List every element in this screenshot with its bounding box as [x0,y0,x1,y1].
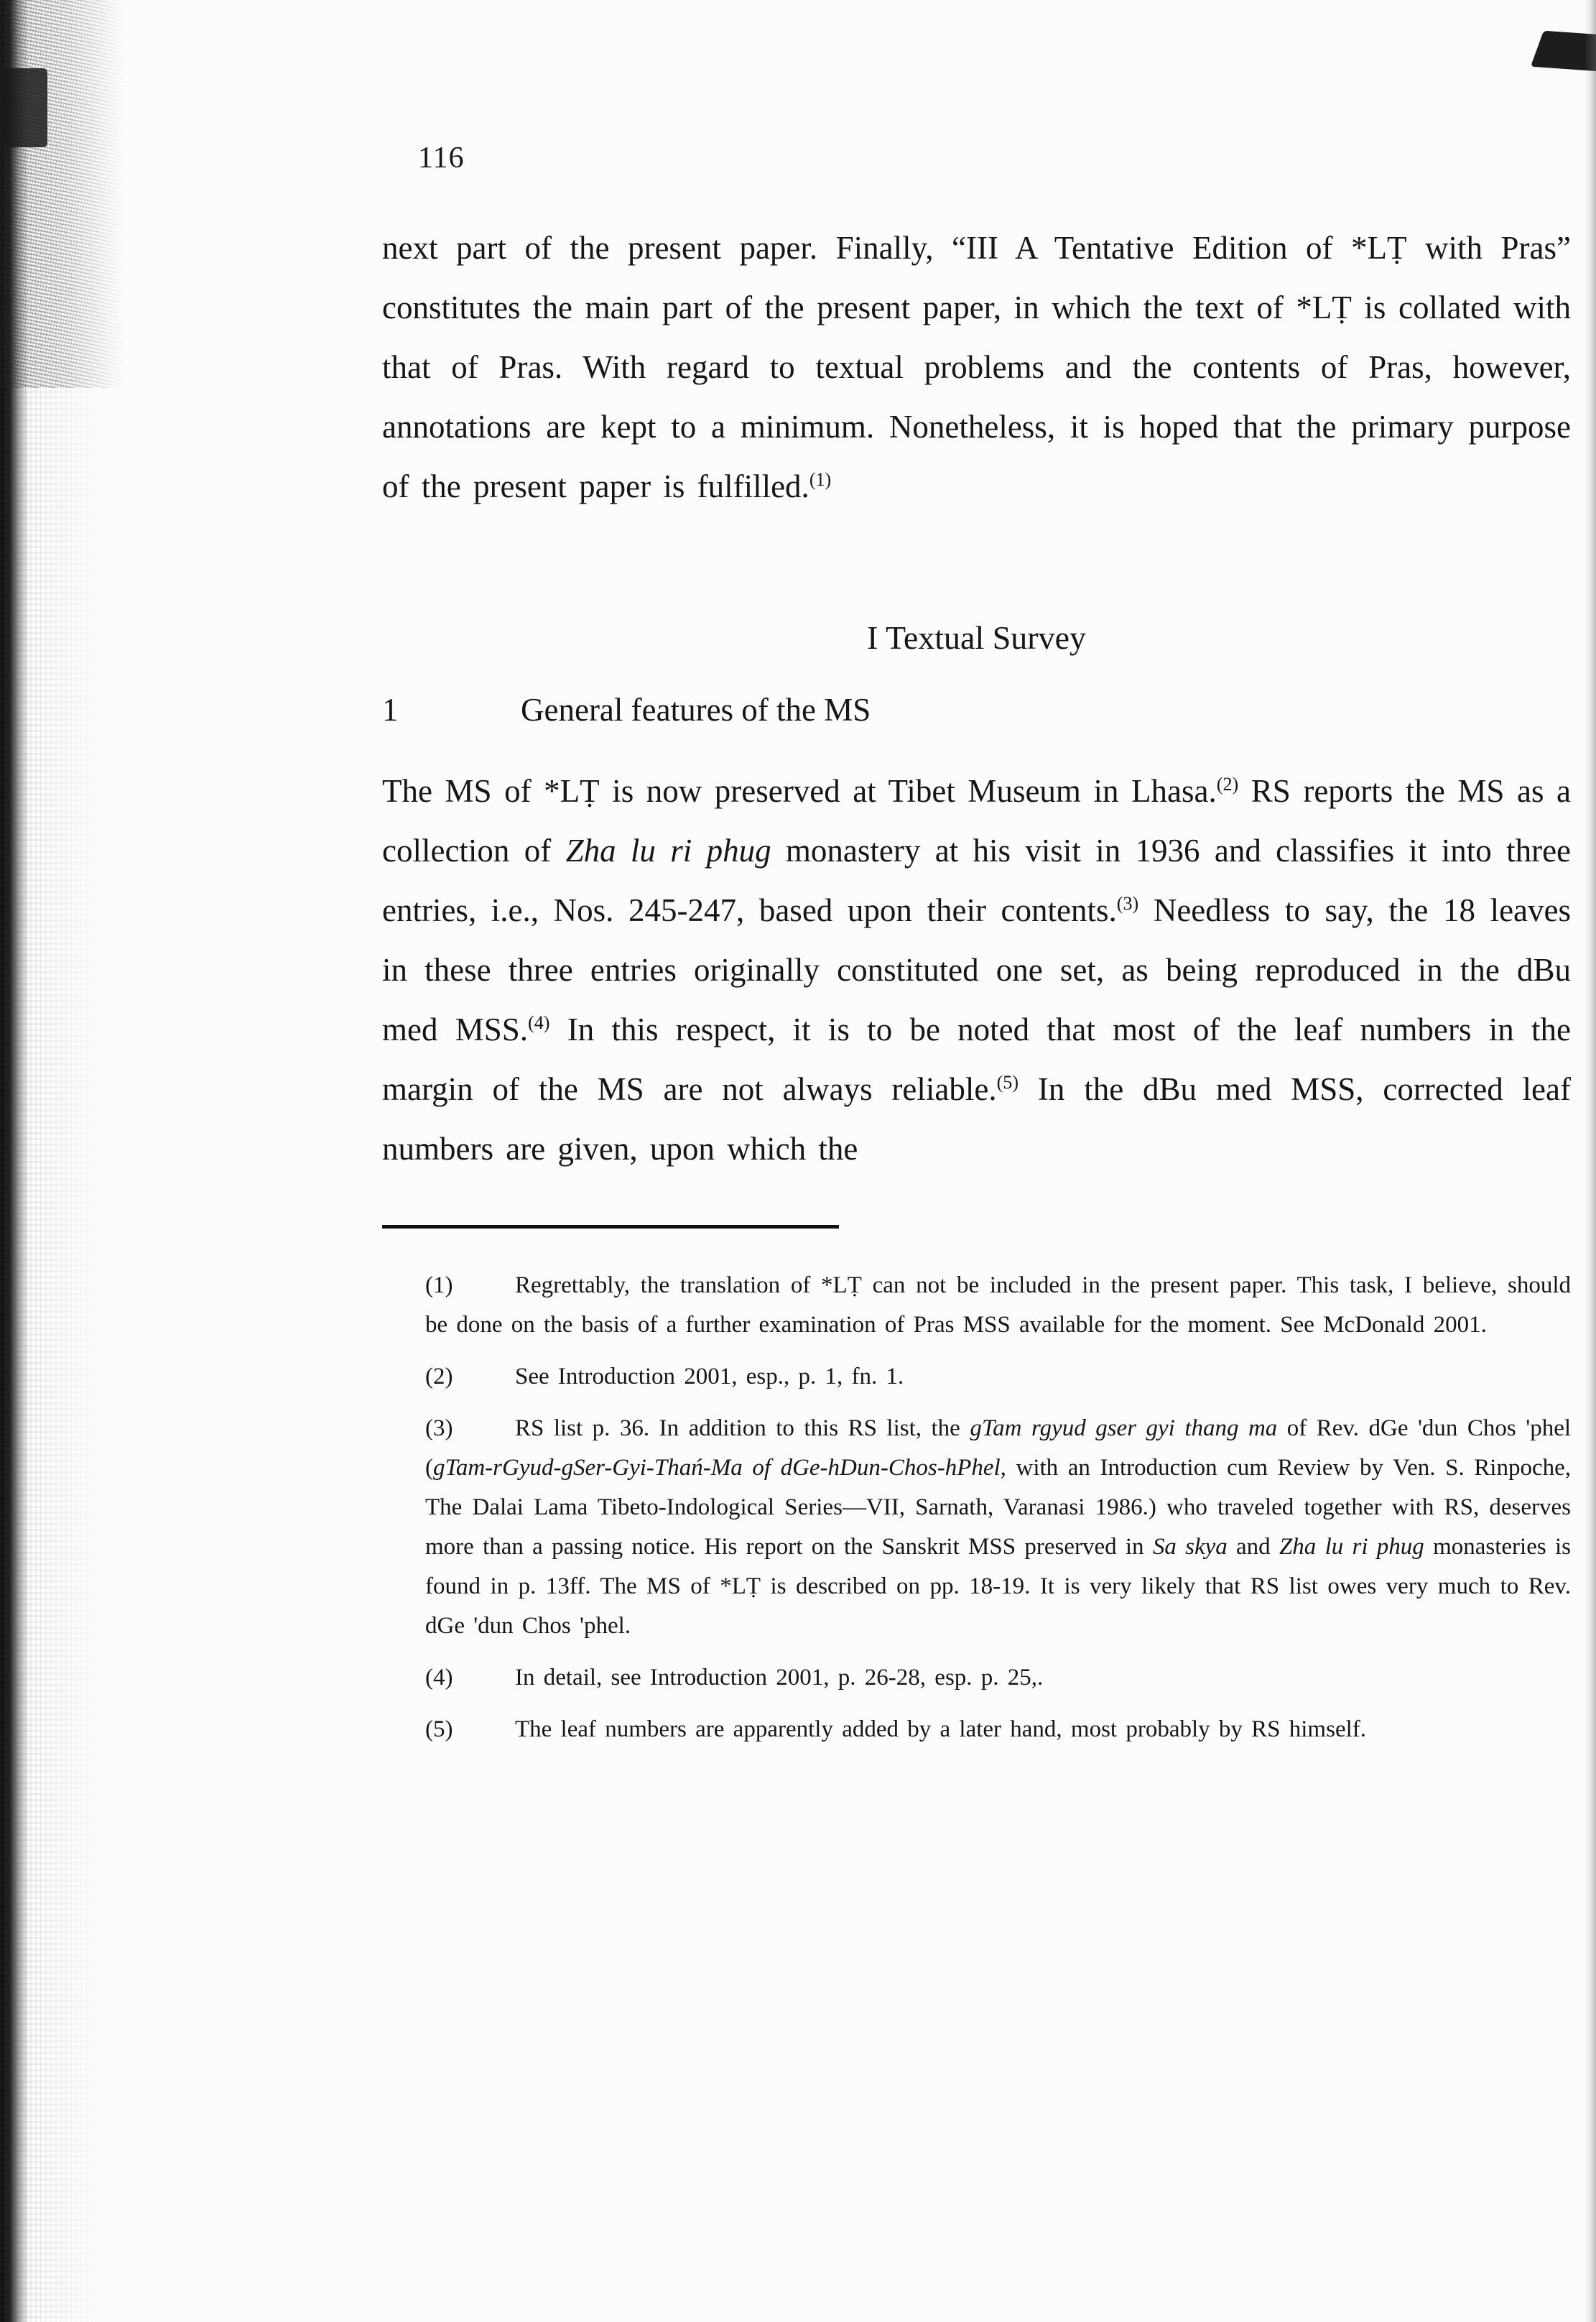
text-segment: , with an Introduction cum Review by Ven. S. Rinpoche, The Dalai Lama Tibeto-Indological Series—VII, Sarnath, Varanasi 1986.) who traveled together with RS, deserves more than a passing notice. His report on the Sanskrit MSS preserved in [425,1455,1571,1560]
text-segment: The leaf numbers are apparently added by a later hand, most probably by RS himself. [515,1716,1366,1742]
scan-artifact-topleft-blob [0,68,47,147]
text-segment: Zha lu ri phug [1279,1534,1424,1560]
footnote-ref: (3) [1116,893,1139,914]
text-segment: and [1227,1534,1279,1560]
footnote-2 [425,1357,1571,1397]
text-segment: RS reports the MS as a collection of [382,773,1571,869]
footnote-1-text [425,1272,1571,1338]
footnote-separator [382,1225,839,1229]
page-number: 116 [418,142,465,175]
footnote-ref: (5) [996,1072,1019,1093]
footnote-ref: (1) [809,469,832,490]
footnote-4 [425,1658,1571,1698]
footnote-1-label: (1) [425,1272,453,1298]
page-content [382,0,1571,1749]
text-segment: next part of the present paper. Finally, “III A Tentative Edition of *LṬ with Pras” constitutes the main part of the present paper, in which the text of *LṬ is collated with that of Pras. With regard to textual problems and the contents of Pras, however, annotations are kept to a minimum. Nonetheless, it is hoped that the primary purpose of the present paper is fulfilled. [382,230,1571,504]
footnote-5 [425,1710,1571,1749]
footnote-4-text [515,1665,1043,1690]
footnote-ref: (2) [1216,774,1239,795]
text-segment: Zha lu ri phug [565,833,771,869]
text-segment: gTam rgyud gser gyi thang ma [970,1415,1278,1441]
subsection-heading [382,691,1571,728]
text-segment: gTam-rGyud-gSer-Gyi-Thań-Ma of dGe-hDun-Chos-hPhel [433,1455,1001,1481]
text-segment: In the dBu med MSS, corrected leaf numbers are given, upon which the [382,1071,1571,1167]
footnote-2-label: (2) [425,1364,453,1389]
text-segment: of Rev. dGe 'dun Chos 'phel ( [425,1415,1572,1481]
text-segment: Regrettably, the translation of *LṬ can not be included in the present paper. This task, I believe, should be done on the basis of a further examination of Pras MSS available for the moment. See McDonald 2001. [425,1272,1571,1338]
footnote-4-label: (4) [425,1665,453,1690]
text-segment: monastery at his visit in 1936 and classifies it into three entries, i.e., Nos. 245-247, based upon their contents. [382,833,1572,928]
footnote-2-text [515,1364,904,1389]
footnote-5-text [515,1716,1366,1742]
paragraph-ms-description [382,762,1571,1179]
scan-artifact-topleft-speckle [0,0,126,388]
text-segment: Sa skya [1152,1534,1228,1560]
text-segment: In detail, see Introduction 2001, p. 26-28, esp. p. 25,. [515,1665,1044,1690]
section-heading: I Textual Survey [866,619,1087,656]
text-segment: In this respect, it is to be noted that most of the leaf numbers in the margin of the MS are not always reliable. [382,1012,1571,1107]
subsection-title: General features of the MS [521,692,871,728]
subsection-number: 1 [382,692,399,728]
footnote-3-text [425,1415,1571,1639]
footnote-1 [425,1266,1571,1345]
text-segment: Needless to say, the 18 leaves in these three entries originally constituted one set, as being reproduced in the dBu med MSS. [382,892,1572,1047]
text-segment: monasteries is found in p. 13ff. The MS of *LṬ is described on pp. 18-19. It is very likely that RS list owes very much to Rev. dGe 'dun Chos 'phel. [425,1534,1571,1639]
footnotes-section [425,1266,1571,1749]
footnote-5-label: (5) [425,1716,453,1742]
text-segment: RS list p. 36. In addition to this RS list, the [515,1415,970,1441]
footnote-3-label: (3) [425,1415,453,1441]
scan-artifact-right-edge [1585,0,1596,2322]
footnote-3 [425,1409,1571,1646]
footnote-ref: (4) [528,1012,550,1033]
paragraph-intro [382,218,1571,517]
text-segment: See Introduction 2001, esp., p. 1, fn. 1. [515,1364,904,1389]
text-segment: The MS of *LṬ is now preserved at Tibet Museum in Lhasa. [382,773,1217,809]
